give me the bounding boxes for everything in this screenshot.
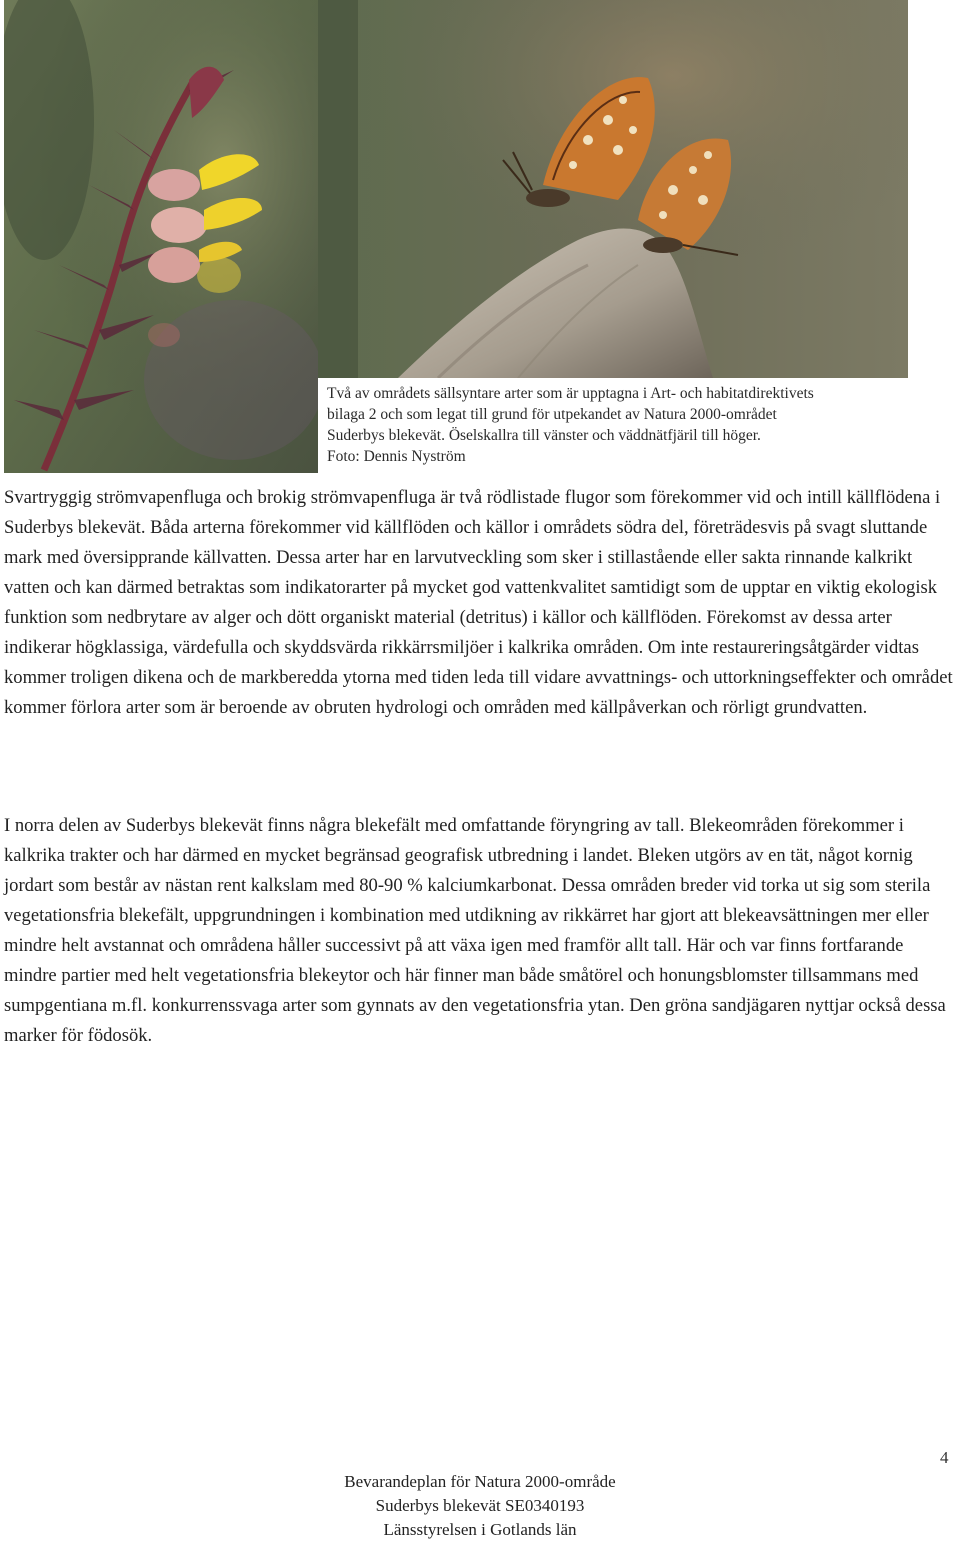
caption-line: Två av områdets sällsyntare arter som är upptagna i Art- och habitatdirektivets (327, 385, 814, 402)
footer-line: Bevarandeplan för Natura 2000-område (344, 1472, 616, 1491)
caption-line: bilaga 2 och som legat till grund för utpekandet av Natura 2000-området (327, 406, 777, 423)
footer-line: Suderbys blekevät SE0340193 (375, 1496, 585, 1515)
body-paragraph-2: I norra delen av Suderbys blekevät finns några blekefält med omfattande föryngring av tall. Blekeområden förekommer i kalkrika trakter och har därmed en mycket begränsad geografisk utbredning i landet. Bleken utgörs av en tät, något kornig jordart som består av nästan rent kalkslam med 80-90 % kalciumkarbonat. Dessa områden breder vid torka ut sig som sterila vegetationsfria blekefält, uppgrundningen i kombination med utdikning av rikkärret har gjort att blekeavsättningen mer eller mindre helt avstannat och områdena håller successivt på att växa igen med framför allt tall. Här och var finns fortfarande mindre partier med helt vegetationsfria blekeytor och här finner man både småtörel och honungsblomster tillsammans med sumpgentiana m.fl. konkurrenssvaga arter som gynnats av den vegetationsfria ytan. Den gröna sandjägaren nyttjar också dessa marker för födosök. (4, 815, 946, 1046)
footer-line: Länsstyrelsen i Gotlands län (383, 1520, 577, 1539)
body-paragraph-1: Svartryggig strömvapenfluga och brokig strömvapenfluga är två rödlistade flugor som förekommer vid och intill källflödena i Suderbys blekevät. Båda arterna förekommer vid källflöden och källor i områdets södra del, företrädesvis på svagt sluttande mark med översipprande källvatten. Dessa arter har en larvutveckling som sker i stillastående eller sakta rinnande kalkrikt vatten och kan därmed betraktas som indikatorarter på mycket god vattenkvalitet samtidigt som de upptar en viktig ekologisk funktion som nedbrytare av alger och dött organiskt material (detritus) i källor och källflöden. Förekomst av dessa arter indikerar högklassiga, värdefulla och skyddsvärda rikkärrsmiljöer i kalkrika områden. Om inte restaureringsåtgärder vidtas kommer troligen dikena och de markberedda ytorna med tiden leda till vidare avvattnings- och uttorkningseffekter och området kommer förlora arter som är beroende av obruten hydrologi och områden med källpåverkan och rörligt grundvatten. (4, 487, 953, 718)
butterfly-photo (318, 0, 908, 378)
page-footer (0, 1470, 960, 1542)
plant-photo (4, 0, 318, 473)
caption-line: Suderbys blekevät. Öselskallra till vänster och väddnätfjäril till höger. (327, 427, 761, 444)
page-number: 4 (940, 1448, 949, 1467)
photo-credit: Foto: Dennis Nyström (327, 448, 466, 465)
figure-caption (327, 383, 927, 467)
